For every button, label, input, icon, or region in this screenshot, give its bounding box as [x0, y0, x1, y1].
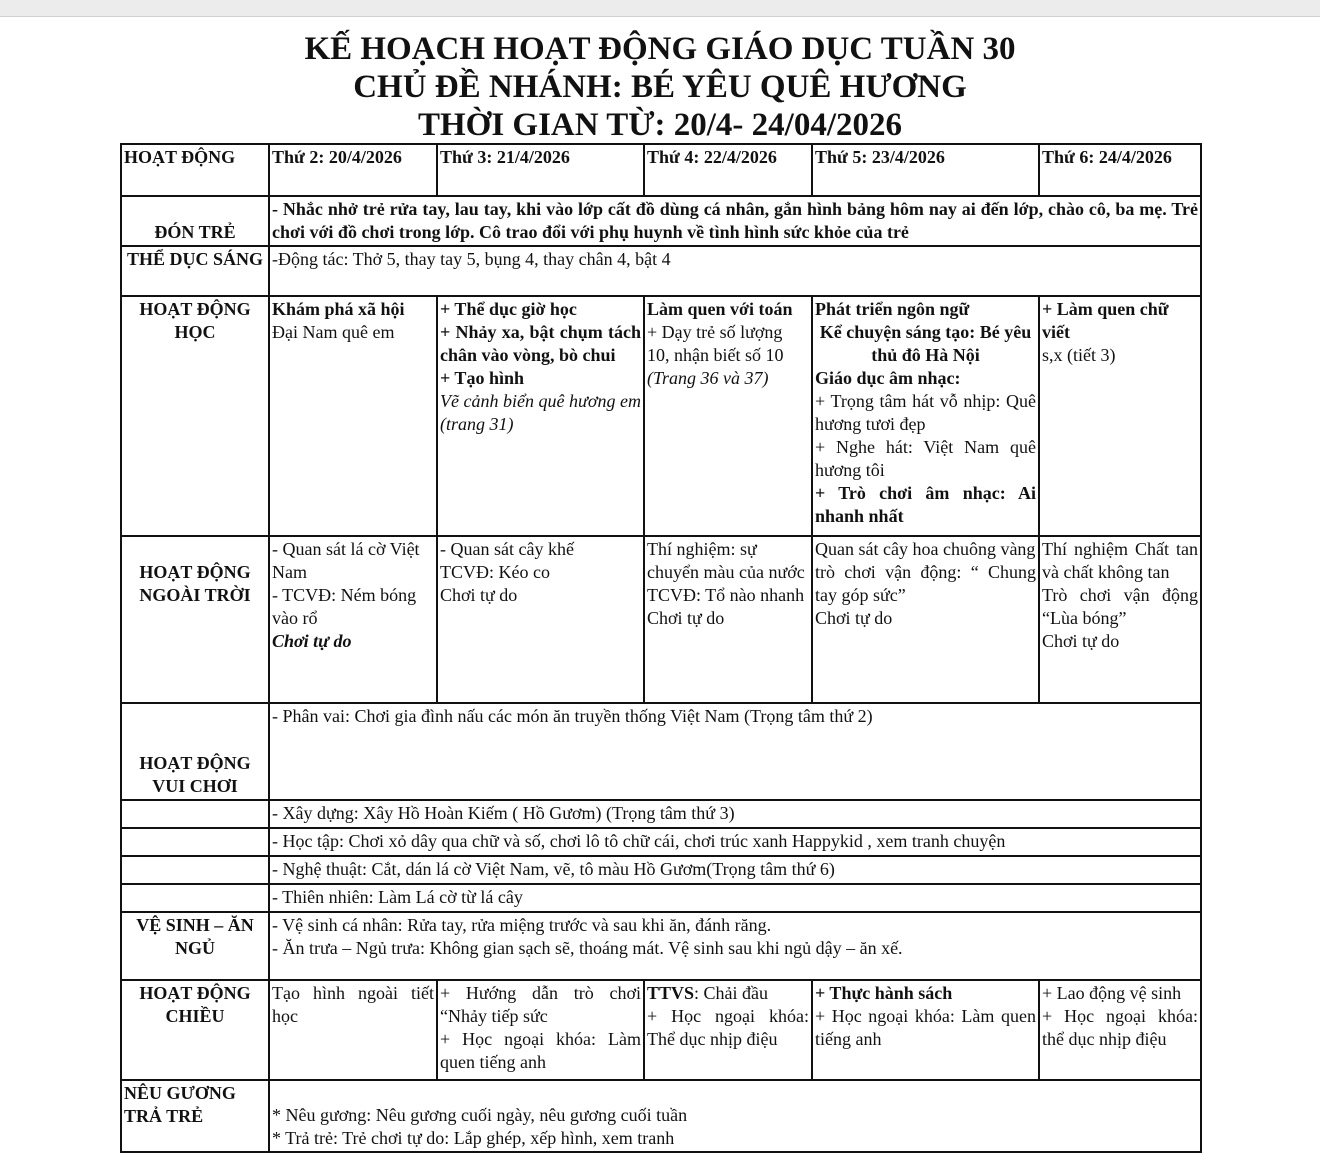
label-ngoai-troi: HOẠT ĐỘNG NGOÀI TRỜI [121, 536, 269, 703]
label-chieu: HOẠT ĐỘNG CHIỀU [121, 980, 269, 1080]
hoc-day-3 [437, 296, 644, 536]
hoc-d4-line-3: (Trang 36 và 37) [647, 368, 769, 388]
chieu-day-6 [1039, 980, 1201, 1080]
hoc-d6-line-2: s,x (tiết 3) [1042, 345, 1116, 365]
hoc-d3-line-1: + Thể dục giờ học [440, 299, 577, 319]
hoc-d5-line-2: Kể chuyện sáng tạo: Bé yêu thủ đô Hà Nội [819, 322, 1032, 365]
hoc-d5-line-5: + Nghe hát: Việt Nam quê hương tôi [815, 437, 1036, 480]
chieu-d4-line-2: + Học ngoại khóa: Thể dục nhịp điệu [647, 1006, 809, 1049]
ve-sinh-line-1: - Vệ sinh cá nhân: Rửa tay, rửa miệng trước và sau khi ăn, đánh răng. [272, 915, 772, 935]
chieu-d5-line-2: + Học ngoại khóa: Làm quen tiếng anh [815, 1006, 1036, 1049]
chieu-day-4 [644, 980, 812, 1080]
chieu-d3-line-1: + Hướng dẫn trò chơi “Nhảy tiếp sức [440, 983, 641, 1026]
label-the-duc: THỂ DỤC SÁNG [121, 246, 269, 296]
chieu-d4-ttvs: TTVS [647, 983, 695, 1003]
hoc-d2-subject: Khám phá xã hội [272, 299, 405, 319]
document-title [0, 30, 1320, 144]
hoc-d5-line-1: Phát triển ngôn ngữ [815, 299, 970, 319]
header-day-6: Thứ 6: 24/4/2026 [1039, 144, 1201, 196]
hoc-d5-line-3: Giáo dục âm nhạc: [815, 368, 961, 388]
vui-choi-item-2: - Xây dựng: Xây Hồ Hoàn Kiếm ( Hồ Gươm) (Trọng tâm thứ 3) [269, 800, 1201, 828]
label-hoat-dong-hoc: HOẠT ĐỘNG HỌC [121, 296, 269, 536]
ngoai-day-5 [812, 536, 1039, 703]
header-row [121, 144, 1201, 196]
chieu-d4-ttvs-rest: : Chải đầu [694, 983, 769, 1003]
chieu-day-5 [812, 980, 1039, 1080]
ngoai-d6-line-3: Chơi tự do [1042, 631, 1120, 651]
ve-sinh-text [269, 912, 1201, 980]
row-the-duc [121, 246, 1201, 296]
ngoai-d6-line-2: Trò chơi vận động “Lùa bóng” [1042, 585, 1198, 628]
label-ve-sinh: VỆ SINH – ĂN NGỦ [121, 912, 269, 980]
hoc-d3-line-3: + Tạo hình [440, 368, 524, 388]
header-day-2: Thứ 2: 20/4/2026 [269, 144, 437, 196]
ngoai-d5-line-3: Chơi tự do [815, 608, 893, 628]
chieu-d5-line-1: + Thực hành sách [815, 983, 953, 1003]
ngoai-d2-line-2: - TCVĐ: Ném bóng vào rổ [272, 585, 417, 628]
hoc-d3-line-2: + Nhảy xa, bật chụm tách chân vào vòng, bò chui [440, 322, 641, 365]
title-line-3: THỜI GIAN TỪ: 20/4- 24/04/2026 [417, 107, 903, 143]
hoc-day-4 [644, 296, 812, 536]
row-ngoai-troi [121, 536, 1201, 703]
chieu-day-3 [437, 980, 644, 1080]
ngoai-d3-line-2: TCVĐ: Kéo co [440, 562, 550, 582]
ngoai-day-6 [1039, 536, 1201, 703]
hoc-d5-line-4: + Trọng tâm hát vỗ nhịp: Quê hương tươi đẹp [815, 391, 1036, 434]
ve-sinh-line-2: - Ăn trưa – Ngủ trưa: Không gian sạch sẽ, thoáng mát. Vệ sinh sau khi ngủ dậy – ăn xế. [272, 938, 903, 958]
don-tre-text: - Nhắc nhở trẻ rửa tay, lau tay, khi vào lớp cất đồ dùng cá nhân, gắn hình bảng hôm nay ai đến lớp, chào cô, ba mẹ. Trẻ chơi với đồ chơi trong lớp. Cô trao đổi với phụ huynh về tình hình sức khỏe của trẻ [269, 196, 1201, 246]
ngoai-day-4 [644, 536, 812, 703]
ngoai-d5-line-2: trò chơi vận động: “ Chung tay góp sức” [815, 562, 1036, 605]
empty-label-cell [121, 800, 269, 828]
empty-label-cell [121, 856, 269, 884]
title-line-2: CHỦ ĐỀ NHÁNH: BÉ YÊU QUÊ HƯƠNG [353, 69, 967, 105]
header-activity: HOẠT ĐỘNG [121, 144, 269, 196]
ngoai-d2-line-3: Chơi tự do [272, 631, 352, 651]
header-day-5: Thứ 5: 23/4/2026 [812, 144, 1039, 196]
row-vui-choi-4 [121, 856, 1201, 884]
ngoai-d2-line-1: - Quan sát lá cờ Việt Nam [272, 539, 420, 582]
viewer-top-bar [0, 0, 1320, 17]
row-vui-choi [121, 703, 1201, 800]
chieu-d4-line-1 [647, 982, 809, 1005]
chieu-d3-line-2: + Học ngoại khóa: Làm quen tiếng anh [440, 1029, 641, 1072]
label-vui-choi: HOẠT ĐỘNG VUI CHƠI [121, 703, 269, 800]
neu-guong-line-1: * Nêu gương: Nêu gương cuối ngày, nêu gương cuối tuần [272, 1105, 688, 1125]
ngoai-d4-line-2: TCVĐ: Tổ nào nhanh [647, 585, 805, 605]
ngoai-day-2 [269, 536, 437, 703]
row-vui-choi-3 [121, 828, 1201, 856]
weekly-plan-table [120, 143, 1202, 1153]
row-vui-choi-5 [121, 884, 1201, 912]
hoc-d3-line-4: Vẽ cảnh biển quê hương em (trang 31) [440, 391, 641, 434]
neu-guong-text [269, 1080, 1201, 1152]
empty-label-cell [121, 884, 269, 912]
ngoai-day-3 [437, 536, 644, 703]
hoc-d5-line-6: + Trò chơi âm nhạc: Ai nhanh nhất [815, 483, 1036, 526]
vui-choi-item-5: - Thiên nhiên: Làm Lá cờ từ lá cây [269, 884, 1201, 912]
the-duc-text: -Động tác: Thở 5, thay tay 5, bụng 4, thay chân 4, bật 4 [269, 246, 1201, 296]
vui-choi-item-4: - Nghệ thuật: Cắt, dán lá cờ Việt Nam, vẽ, tô màu Hồ Gươm(Trọng tâm thứ 6) [269, 856, 1201, 884]
hoc-day-5 [812, 296, 1039, 536]
hoc-d4-line-2: + Dạy trẻ số lượng 10, nhận biết số 10 [647, 322, 784, 365]
label-don-tre: ĐÓN TRẺ [121, 196, 269, 246]
ngoai-d5-line-1: Quan sát cây hoa chuông vàng [815, 539, 1036, 559]
vui-choi-item-1: - Phân vai: Chơi gia đình nấu các món ăn truyền thống Việt Nam (Trọng tâm thứ 2) [269, 703, 1201, 800]
chieu-d6-line-1: + Lao động vệ sinh [1042, 983, 1182, 1003]
row-hoat-dong-hoc [121, 296, 1201, 536]
hoc-d2-topic: Đại Nam quê em [272, 322, 395, 342]
hoc-day-6 [1039, 296, 1201, 536]
chieu-d6-line-2: + Học ngoại khóa: thể dục nhịp điệu [1042, 1006, 1198, 1049]
row-vui-choi-2 [121, 800, 1201, 828]
title-line-1: KẾ HOẠCH HOẠT ĐỘNG GIÁO DỤC TUẦN 30 [304, 31, 1016, 67]
ngoai-d4-line-1: Thí nghiệm: sự chuyển màu của nước [647, 539, 805, 582]
empty-label-cell [121, 828, 269, 856]
vui-choi-item-3: - Học tập: Chơi xỏ dây qua chữ và số, chơi lô tô chữ cái, chơi trúc xanh Happykid , xem tranh chuyện [269, 828, 1201, 856]
ngoai-d3-line-1: - Quan sát cây khế [440, 539, 574, 559]
hoc-d6-line-1: + Làm quen chữ viết [1042, 299, 1169, 342]
ngoai-d6-line-1: Thí nghiệm Chất tan và chất không tan [1042, 539, 1198, 582]
ngoai-d3-line-3: Chơi tự do [440, 585, 518, 605]
chieu-day-2 [269, 980, 437, 1080]
row-ve-sinh [121, 912, 1201, 980]
row-don-tre [121, 196, 1201, 246]
header-day-3: Thứ 3: 21/4/2026 [437, 144, 644, 196]
neu-guong-line-2: * Trả trẻ: Trẻ chơi tự do: Lắp ghép, xếp hình, xem tranh [272, 1128, 675, 1148]
hoc-day-2 [269, 296, 437, 536]
hoc-d4-line-1: Làm quen với toán [647, 299, 793, 319]
ngoai-d4-line-3: Chơi tự do [647, 608, 725, 628]
row-chieu [121, 980, 1201, 1080]
row-neu-guong [121, 1080, 1201, 1152]
label-neu-guong: NÊU GƯƠNG TRẢ TRẺ [121, 1080, 269, 1152]
chieu-d2-line-1: Tạo hình ngoài tiết học [272, 983, 434, 1026]
header-day-4: Thứ 4: 22/4/2026 [644, 144, 812, 196]
